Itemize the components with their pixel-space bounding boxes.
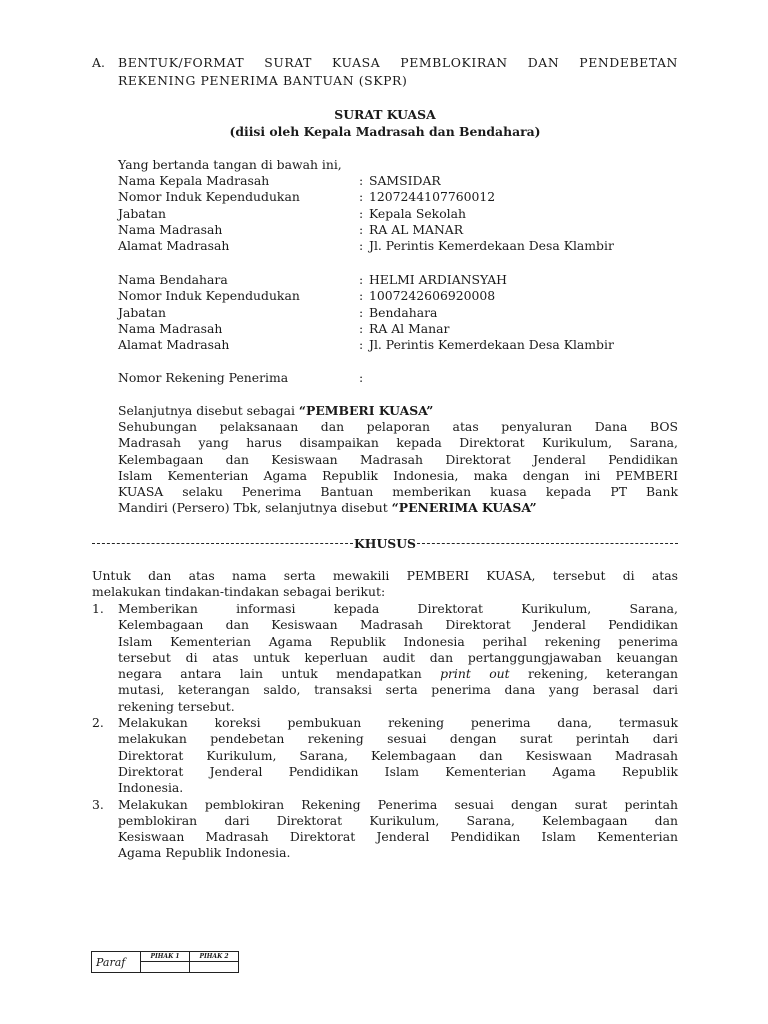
- field-label: Nama Kepala Madrasah: [118, 173, 270, 188]
- intro-text: Yang bertanda tangan di bawah ini,: [118, 157, 342, 172]
- penerima-kuasa-term: “PENERIMA KUASA”: [391, 500, 537, 516]
- pemberi-kuasa-line: Selanjutnya disebut sebagai “PEMBERI KUASA”: [118, 403, 434, 418]
- section-heading-line-2: REKENING PENERIMA BANTUAN (SKPR): [118, 73, 408, 88]
- authorization-paragraph: Sehubungan pelaksanaan dan pelaporan atas penyaluran Dana BOS Madrasah yang harus disampaikan kepada Direktorat Kurikulum, Sarana, Kelembagaan dan Kesiswaan Madrasah Direktorat Jenderal Pendidikan Islam Kementerian Agama Republik Indonesia, maka dengan ini PEMBERI KUASA selaku Penerima Bantuan memberikan kuasa kepada PT Bank Mandiri (Persero) Tbk, selanjutnya disebut “PENERIMA KUASA”: [118, 419, 678, 516]
- list-item: 2. Melakukan koreksi pembukuan rekening penerima dana, termasuk melakukan pendebetan rekening sesuai dengan surat perintah dari Direktorat Kurikulum, Sarana, Kelembagaan dan Kesiswaan Madrasah Direktorat Jenderal Pendidikan Islam Kementerian Agama Republik Indonesia.: [92, 715, 678, 796]
- pihak-1-header: PIHAK 1: [141, 952, 190, 962]
- field-value: Jl. Perintis Kemerdekaan Desa Klambir: [369, 337, 614, 353]
- field-row: Nama Bendahara : HELMI ARDIANSYAH: [118, 272, 507, 287]
- action-list: [92, 601, 678, 862]
- rekening-field: [118, 370, 678, 386]
- field-value: RA AL MANAR: [369, 221, 464, 237]
- field-value: Bendahara: [369, 304, 438, 320]
- field-row: Jabatan : Bendahara: [118, 304, 438, 320]
- field-value: Jl. Perintis Kemerdekaan Desa Klambir: [369, 238, 614, 254]
- bendahara-fields: [118, 272, 678, 353]
- document-title: SURAT KUASA: [334, 107, 436, 122]
- divider-label: KHUSUS: [354, 535, 416, 551]
- paraf-label: Paraf: [92, 952, 141, 973]
- field-label: Nomor Induk Kependudukan: [118, 288, 300, 304]
- field-row: Alamat Madrasah : Jl. Perintis Kemerdekaan Desa Klambir: [118, 238, 614, 254]
- field-row: Jabatan : Kepala Sekolah: [118, 205, 466, 221]
- field-label: Jabatan: [118, 304, 167, 320]
- field-label: Alamat Madrasah: [118, 337, 230, 353]
- section-letter: A.: [92, 55, 105, 70]
- field-label: Nama Madrasah: [118, 320, 223, 336]
- field-value: 1207244107760012: [369, 189, 496, 205]
- paraf-table: [91, 951, 239, 973]
- field-value: Kepala Sekolah: [369, 205, 466, 221]
- kepala-fields: [118, 173, 678, 254]
- field-label: Jabatan: [118, 205, 167, 221]
- field-row: Nama Kepala Madrasah : SAMSIDAR: [118, 173, 441, 188]
- list-item: 3. Melakukan pemblokiran Rekening Penerima sesuai dengan surat perintah pemblokiran dari Direktorat Kurikulum, Sarana, Kelembagaan dan Kesiswaan Madrasah Direktorat Jenderal Pendidikan Islam Kementerian Agama Republik Indonesia.: [92, 796, 678, 861]
- field-row: Nama Madrasah : RA Al Manar: [118, 320, 450, 336]
- field-label: Nama Madrasah: [118, 221, 223, 237]
- pihak-2-header: PIHAK 2: [190, 952, 239, 962]
- field-row: Nomor Rekening Penerima :: [118, 370, 364, 385]
- khusus-divider: [92, 535, 678, 551]
- field-label: Alamat Madrasah: [118, 238, 230, 254]
- pihak-2-signature-cell[interactable]: [190, 962, 239, 973]
- field-label: Nama Bendahara: [118, 272, 228, 287]
- field-value: SAMSIDAR: [369, 173, 441, 188]
- section-heading-line-1: BENTUK/FORMAT SURAT KUASA PEMBLOKIRAN DAN PENDEBETAN: [118, 55, 678, 70]
- pihak-1-signature-cell[interactable]: [141, 962, 190, 973]
- list-item: 1. Memberikan informasi kepada Direktorat Kurikulum, Sarana, Kelembagaan dan Kesiswaan Madrasah Direktorat Jenderal Pendidikan Islam Kementerian Agama Republik Indonesia perihal rekening penerima tersebut di atas untuk keperluan audit dan pertanggungjawaban keuangan negara antara lain untuk mendapatkan print out rekening, keterangan mutasi, keterangan saldo, transaksi serta penerima dana yang berasal dari rekening tersebut.: [92, 601, 678, 714]
- field-row: Nomor Induk Kependudukan : 1007242606920008: [118, 288, 496, 304]
- field-row: Nama Madrasah : RA AL MANAR: [118, 221, 464, 237]
- pemberi-kuasa-term: “PEMBERI KUASA”: [298, 403, 434, 418]
- field-value: RA Al Manar: [369, 320, 450, 336]
- field-value: 1007242606920008: [369, 288, 496, 304]
- field-value: HELMI ARDIANSYAH: [369, 272, 507, 287]
- field-label: Nomor Induk Kependudukan: [118, 189, 300, 205]
- document-subtitle: (diisi oleh Kepala Madrasah dan Bendahara): [229, 124, 541, 139]
- field-label: Nomor Rekening Penerima: [118, 370, 289, 385]
- field-row: Nomor Induk Kependudukan : 1207244107760012: [118, 189, 496, 205]
- field-row: Alamat Madrasah : Jl. Perintis Kemerdekaan Desa Klambir: [118, 337, 614, 353]
- body-intro: Untuk dan atas nama serta mewakili PEMBERI KUASA, tersebut di atas melakukan tindakan-tindakan sebagai berikut:: [92, 568, 678, 600]
